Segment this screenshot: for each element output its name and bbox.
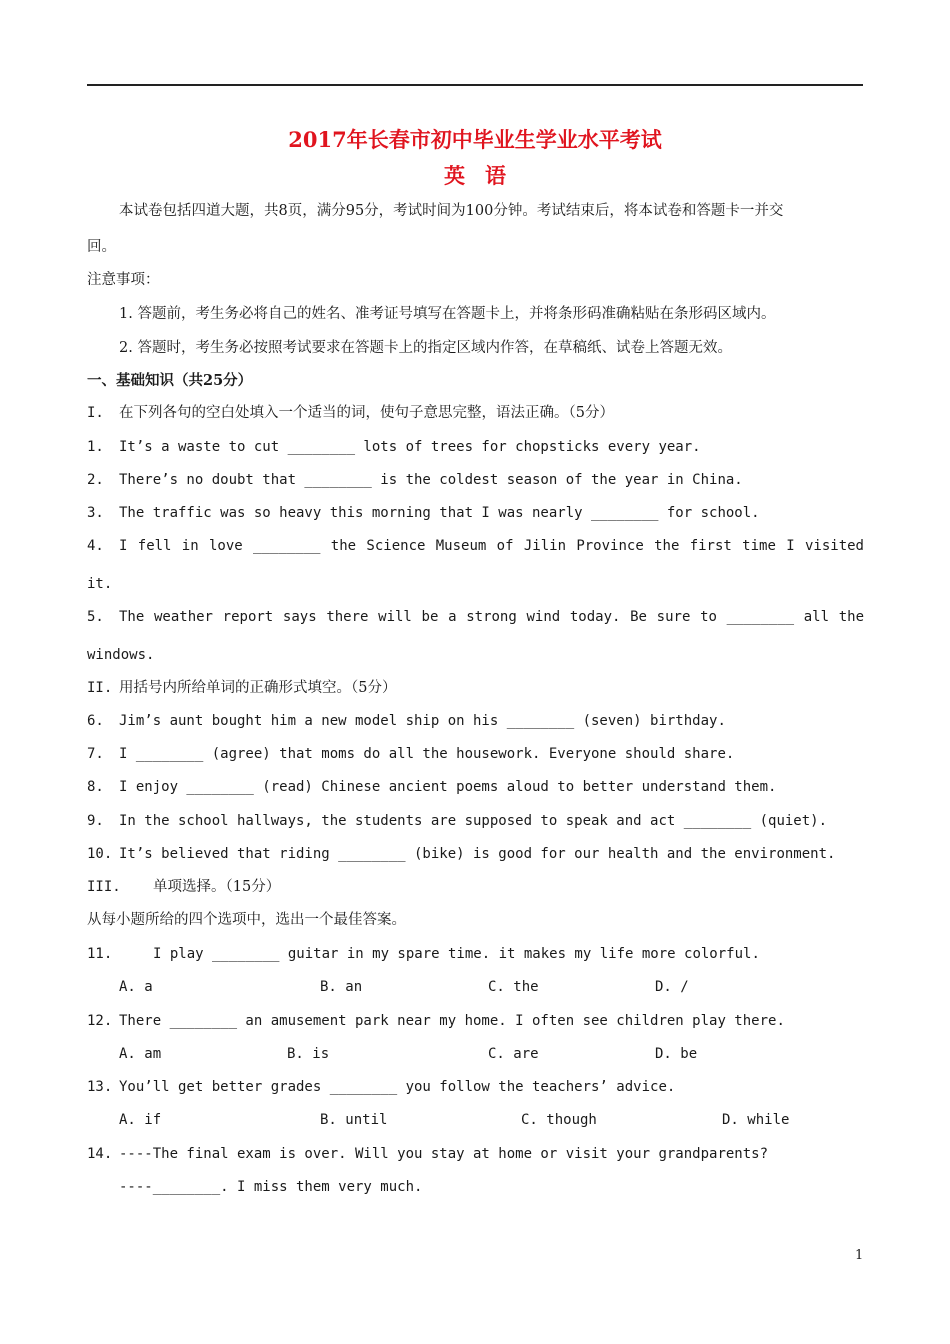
intro-line-1: 本试卷包括四道大题，共8页，满分95分，考试时间为100分钟。考试结束后，将本试卷和答题卡一并交: [119, 203, 784, 219]
option-b: B. until: [320, 1112, 388, 1128]
subject-title: 英语: [444, 163, 526, 188]
question-text: In the school hallways, the students are supposed to speak and act ________ (quiet).: [119, 813, 828, 829]
option-c: C. are: [488, 1046, 539, 1062]
question-number: 8.: [87, 779, 104, 795]
question-number: 10.: [87, 846, 113, 862]
option-d: D. while: [722, 1112, 790, 1128]
question-number: 13.: [87, 1079, 113, 1095]
option-c: C. though: [521, 1112, 597, 1128]
question-number: 1.: [87, 439, 104, 455]
section1-heading: 一、基础知识（共25分）: [87, 372, 253, 389]
question-text: There ________ an amusement park near my home. I often see children play there.: [119, 1013, 785, 1029]
question-text: I enjoy ________ (read) Chinese ancient poems aloud to better understand them.: [119, 779, 777, 795]
question-text: I fell in love ________ the Science Museum of Jilin Province the first time I visited: [119, 538, 864, 554]
part2-label: II.: [87, 680, 113, 696]
top-rule: [87, 84, 863, 86]
question-text: There’s no doubt that ________ is the coldest season of the year in China.: [119, 472, 743, 488]
notes-heading: 注意事项：: [87, 272, 160, 288]
note-2: 2. 答题时，考生务必按照考试要求在答题卡上的指定区域内作答，在草稿纸、试卷上答题无效。: [119, 340, 732, 356]
question-number: 11.: [87, 946, 113, 962]
option-a: A. a: [119, 979, 153, 995]
part3-sub-instruction: 从每小题所给的四个选项中，选出一个最佳答案。: [87, 912, 406, 928]
question-number: 7.: [87, 746, 104, 762]
question-text: It’s a waste to cut ________ lots of trees for chopsticks every year.: [119, 439, 701, 455]
question-continuation: ----________. I miss them very much.: [119, 1179, 423, 1195]
page-number: 1: [855, 1248, 864, 1263]
intro-line-2: 回。: [87, 239, 116, 255]
question-text: The traffic was so heavy this morning that I was nearly ________ for school.: [119, 505, 760, 521]
question-text: Jim’s aunt bought him a new model ship on his ________ (seven) birthday.: [119, 713, 726, 729]
question-number: 12.: [87, 1013, 113, 1029]
exam-title: 2017年长春市初中毕业生学业水平考试: [288, 127, 662, 152]
option-b: B. is: [287, 1046, 330, 1062]
question-number: 2.: [87, 472, 104, 488]
question-text: I play ________ guitar in my spare time. it makes my life more colorful.: [153, 946, 760, 962]
question-number: 6.: [87, 713, 104, 729]
question-text: ----The final exam is over. Will you stay at home or visit your grandparents?: [119, 1146, 769, 1162]
option-a: A. if: [119, 1112, 162, 1128]
question-text: It’s believed that riding ________ (bike) is good for our health and the environment.: [119, 846, 836, 862]
question-number: 14.: [87, 1146, 113, 1162]
question-number: 4.: [87, 538, 104, 554]
option-b: B. an: [320, 979, 363, 995]
question-text: The weather report says there will be a strong wind today. Be sure to ________ all the: [119, 609, 864, 625]
note-1: 1. 答题前，考生务必将自己的姓名、准考证号填写在答题卡上，并将条形码准确粘贴在条形码区域内。: [119, 306, 776, 322]
question-number: 9.: [87, 813, 104, 829]
part1-instruction: 在下列各句的空白处填入一个适当的词，使句子意思完整，语法正确。（5分）: [119, 405, 614, 421]
question-continuation: it.: [87, 576, 113, 592]
part3-label: III.: [87, 879, 121, 895]
question-text: I ________ (agree) that moms do all the housework. Everyone should share.: [119, 746, 735, 762]
option-d: D. be: [655, 1046, 698, 1062]
question-continuation: windows.: [87, 647, 155, 663]
part1-label: I.: [87, 405, 104, 421]
option-c: C. the: [488, 979, 539, 995]
part2-instruction: 用括号内所给单词的正确形式填空。（5分）: [119, 680, 397, 696]
option-a: A. am: [119, 1046, 162, 1062]
question-text: You’ll get better grades ________ you follow the teachers’ advice.: [119, 1079, 676, 1095]
option-d: D. /: [655, 979, 689, 995]
question-number: 3.: [87, 505, 104, 521]
part3-instruction: 单项选择。（15分）: [153, 879, 281, 895]
question-number: 5.: [87, 609, 104, 625]
